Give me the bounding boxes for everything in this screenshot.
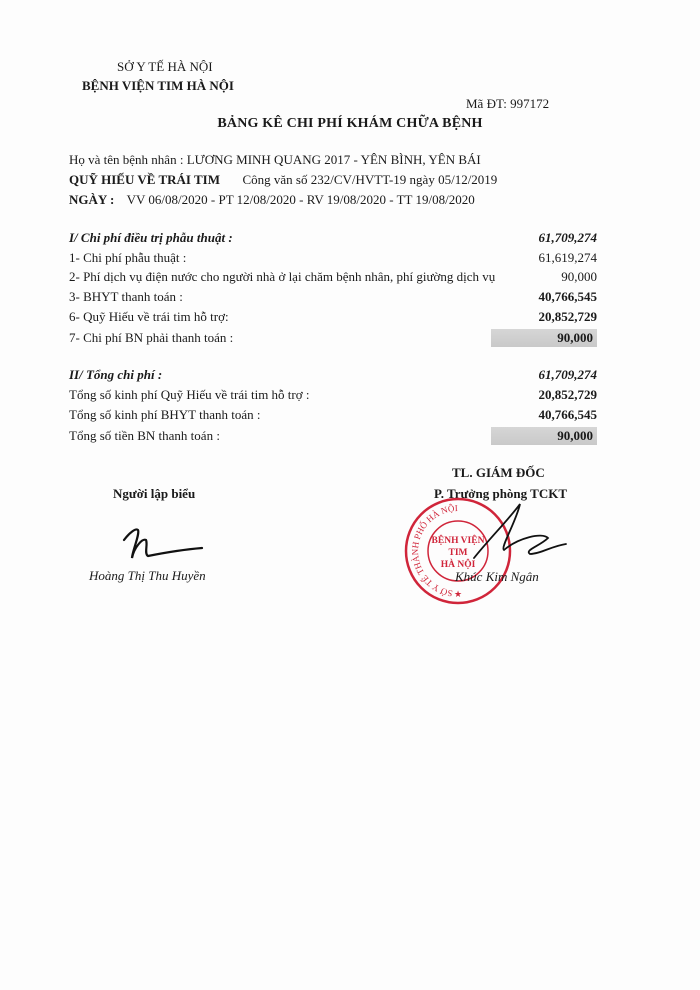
section1-heading: I/ Chi phí điều trị phẫu thuật :	[69, 230, 233, 245]
star-icon: ★	[453, 589, 463, 599]
stamp-line2: TIM	[448, 548, 468, 558]
cost-row-label: 2- Phí dịch vụ điện nước cho người nhà ở lại chăm bệnh nhân, phí giường dịch vụ	[69, 269, 496, 284]
cost-row-label: 1- Chi phí phẫu thuật :	[69, 250, 187, 265]
cost-row-label: 6- Quỹ Hiếu về trái tim hỗ trợ:	[69, 309, 229, 324]
section1-total: 61,709,274	[538, 230, 597, 245]
date-value: VV 06/08/2020 - PT 12/08/2020 - RV 19/08/2020 - TT 19/08/2020	[126, 192, 475, 207]
patient-name-label: Họ và tên bệnh nhân :	[69, 152, 187, 167]
fund-document-ref: Công văn số 232/CV/HVTT-19 ngày 05/12/2019	[242, 172, 498, 187]
cost-row	[69, 330, 597, 349]
preparer-label: Người lập biểu	[113, 486, 196, 501]
cost-row	[69, 250, 597, 269]
treatment-code: Mã ĐT: 997172	[466, 96, 550, 111]
summary-row-label: Tổng số tiền BN thanh toán :	[69, 428, 220, 443]
summary-row-value: 20,852,729	[538, 387, 597, 402]
cost-row	[69, 269, 597, 288]
section2-heading: II/ Tổng chi phí :	[69, 367, 163, 382]
fund-line	[69, 172, 497, 188]
summary-row-value: 90,000	[557, 428, 593, 443]
director-signature	[470, 498, 570, 568]
cost-row-label: 7- Chi phí BN phải thanh toán :	[69, 330, 234, 345]
director-name: Khúc Kim Ngân	[455, 569, 539, 584]
date-line	[69, 192, 475, 208]
cost-row	[69, 289, 597, 308]
cost-row-value: 20,852,729	[538, 309, 597, 324]
director-title: P. Trưởng phòng TCKT	[434, 486, 568, 501]
summary-row	[69, 387, 597, 406]
cost-row-label: 3- BHYT thanh toán :	[69, 289, 183, 304]
preparer-signature	[118, 518, 208, 566]
section2-total: 61,709,274	[538, 367, 597, 382]
preparer-name: Hoàng Thị Thu Huyền	[89, 568, 206, 583]
date-label: NGÀY :	[69, 192, 115, 207]
fund-label: QUỸ HIẾU VỀ TRÁI TIM	[69, 172, 220, 187]
patient-name-value: LƯƠNG MINH QUANG 2017 - YÊN BÌNH, YÊN BÁI	[186, 152, 481, 167]
hospital-name: BỆNH VIỆN TIM HÀ NỘI	[82, 78, 234, 93]
document-title: BẢNG KÊ CHI PHÍ KHÁM CHỮA BỆNH	[217, 116, 483, 131]
summary-row-value: 40,766,545	[538, 407, 597, 422]
section2-heading-row	[69, 367, 597, 386]
cost-row-value: 61,619,274	[538, 250, 597, 265]
summary-row-label: Tổng số kinh phí BHYT thanh toán :	[69, 407, 261, 422]
cost-row-value: 40,766,545	[538, 289, 597, 304]
highlighted-amount	[491, 427, 597, 445]
stamp-ring-text: SỞ Y TẾ THÀNH PHỐ HÀ NỘI	[409, 502, 458, 599]
department-name: SỞ Y TẾ HÀ NỘI	[117, 59, 213, 74]
summary-row	[69, 407, 597, 426]
stamp-line1: BỆNH VIỆN	[431, 536, 485, 546]
summary-row-label: Tổng số kinh phí Quỹ Hiếu về trái tim hỗ trợ :	[69, 387, 310, 402]
patient-name-line	[69, 152, 481, 168]
cost-row-value: 90,000	[561, 269, 597, 284]
stamp-line3: HÀ NỘI	[440, 560, 476, 570]
cost-row	[69, 309, 597, 328]
section1-heading-row	[69, 230, 597, 249]
highlighted-amount	[491, 329, 597, 347]
director-label: TL. GIÁM ĐỐC	[452, 465, 545, 480]
summary-row	[69, 428, 597, 447]
cost-row-value: 90,000	[557, 330, 593, 345]
